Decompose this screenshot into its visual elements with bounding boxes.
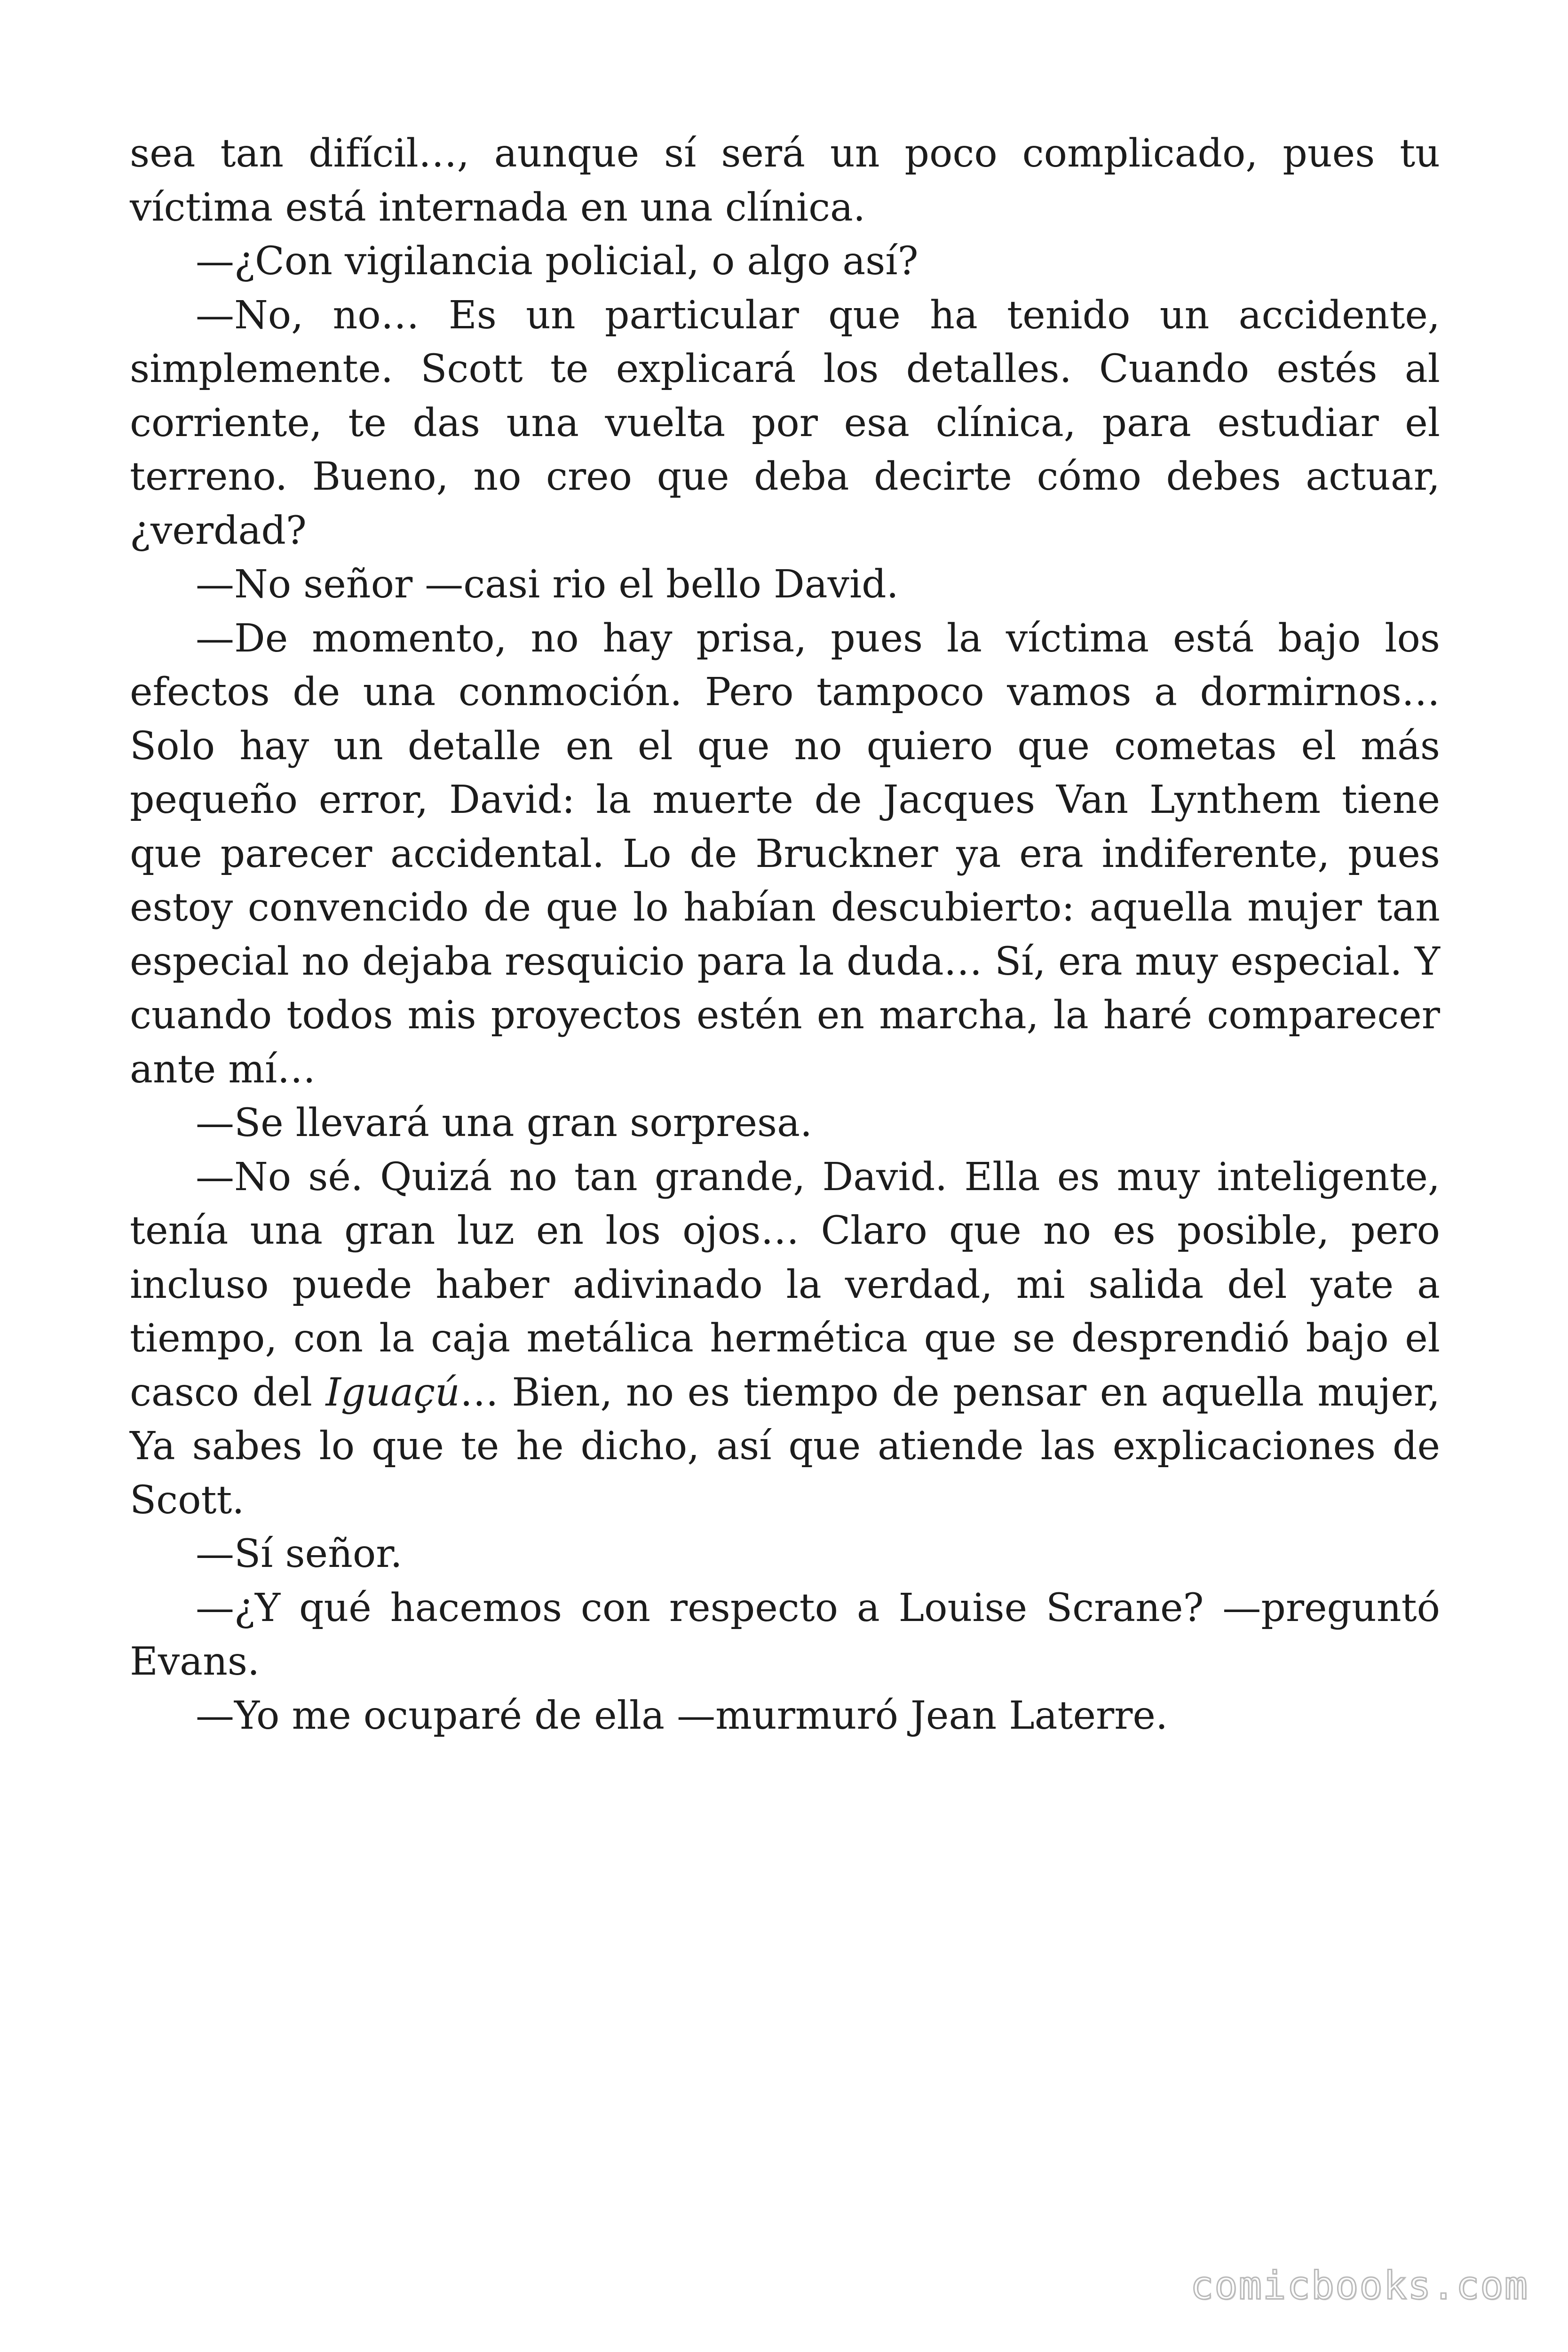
paragraph-7-after: … Bien, no es tiempo de pensar en aquella mujer, Ya sabes lo que te he dicho, así que atiende las explicaciones de Scott. [130, 1370, 1440, 1523]
paragraph-2: —¿Con vigilancia policial, o algo así? [196, 239, 919, 284]
paragraph-5: —De momento, no hay prisa, pues la víctima está bajo los efectos de una conmoción. Pero tampoco vamos a dormirnos… Solo hay un detalle en el que no quiero que cometas el más pequeño error, David: la muerte de Jacques Van Lynthem tiene que parecer accidental. Lo de Bruckner ya era indiferente, pues estoy convencido de que lo habían descubierto: aquella mujer tan especial no dejaba resquicio para la duda… Sí, era muy especial. Y cuando todos mis proyectos estén en marcha, la haré comparecer ante mí… [130, 616, 1440, 1092]
paragraph-10: —Yo me ocuparé de ella —murmuró Jean Laterre. [196, 1693, 1168, 1738]
paragraph-8: —Sí señor. [196, 1532, 403, 1576]
paragraph-7 [130, 1151, 1440, 1528]
paragraph-1: sea tan difícil…, aunque sí será un poco complicado, pues tu víctima está internada en una clínica. [130, 131, 1440, 230]
body-text [130, 127, 1440, 1743]
paragraph-6: —Se llevará una gran sorpresa. [196, 1101, 813, 1145]
watermark-text: comicbooks.com [1190, 2264, 1528, 2308]
ship-name-italic: Iguaçú [325, 1370, 460, 1415]
paragraph-4: —No señor —casi rio el bello David. [196, 562, 899, 607]
paragraph-3: —No, no… Es un particular que ha tenido un accidente, simplemente. Scott te explicará los detalles. Cuando estés al corriente, te das una vuelta por esa clínica, para estudiar el terreno. Bueno, no creo que deba decirte cómo debes actuar, ¿verdad? [130, 293, 1440, 553]
paragraph-7-before: —No sé. Quizá no tan grande, David. Ella es muy inteligente, tenía una gran luz en los ojos… Claro que no es posible, pero incluso puede haber adivinado la verdad, mi salida del yate a tiempo, con la caja metálica hermética que se desprendió bajo el casco del [130, 1154, 1440, 1415]
paragraph-9: —¿Y qué hacemos con respecto a Louise Scrane? —preguntó Evans. [130, 1585, 1440, 1684]
